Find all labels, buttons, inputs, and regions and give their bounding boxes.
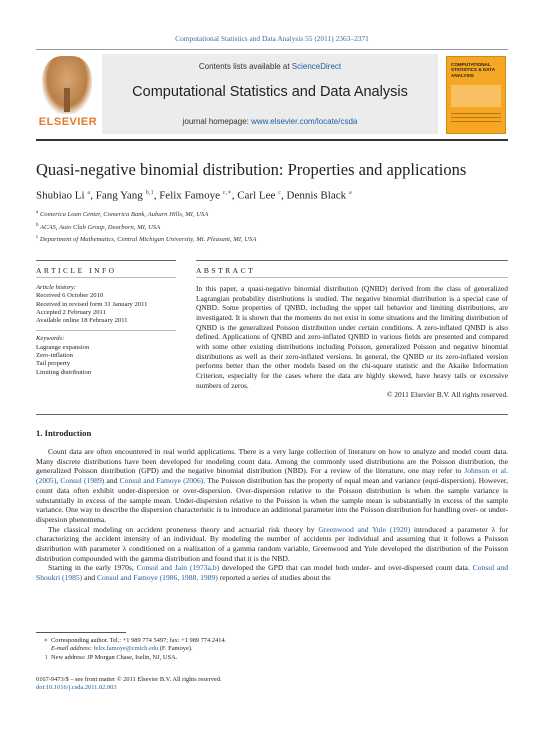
text-run: Starting in the early 1970s, <box>48 563 137 573</box>
keyword: Limiting distribution <box>36 368 92 376</box>
issn-line: 0167-9473/$ – see front matter © 2011 Elsevier B.V. All rights reserved. <box>36 676 222 683</box>
text-run: reported a series of studies about the <box>217 573 331 583</box>
footnote-corresponding <box>36 637 508 645</box>
author-name[interactable]: Dennis Black <box>286 189 347 202</box>
email-suffix: (F. Famoye). <box>158 645 193 653</box>
info-divider <box>36 330 176 331</box>
affiliation <box>36 233 256 246</box>
citation-link[interactable]: Consul and Famoye (2006) <box>119 476 204 486</box>
article-identifiers <box>36 676 222 693</box>
abstract <box>196 284 508 400</box>
paragraph <box>36 447 508 525</box>
footnote-email <box>36 645 508 653</box>
footnotes <box>36 637 508 662</box>
history-item: Available online 18 February 2011 <box>36 317 128 325</box>
abstract-copyright: © 2011 Elsevier B.V. All rights reserved. <box>386 390 508 400</box>
abstract-heading: ABSTRACT <box>196 266 256 275</box>
contents-line <box>102 62 438 71</box>
history-item: Received 6 October 2010 <box>36 292 104 300</box>
citation-link[interactable]: Greenwood and Yule (1920) <box>318 524 411 534</box>
keyword: Tail property <box>36 360 71 368</box>
footnote-mark[interactable]: ∗ <box>43 637 48 644</box>
keyword: Lagrange expansion <box>36 343 90 351</box>
journal-masthead <box>102 54 438 134</box>
abstract-subrule <box>196 277 508 278</box>
article-info-heading: ARTICLE INFO <box>36 266 117 275</box>
affiliation-mark: c <box>36 235 39 241</box>
affiliation-text: Comerica Loan Center, Comerica Bank, Auburn Hills, MI, USA <box>39 211 209 219</box>
citation-link[interactable]: Consul (1989) <box>60 476 105 486</box>
text-run: and <box>82 573 97 583</box>
front-matter-divider <box>36 414 508 415</box>
text-run: , <box>56 476 61 486</box>
author-affil-mark[interactable]: a <box>348 189 352 196</box>
journal-reference[interactable]: Computational Statistics and Data Analysis 55 (2011) 2363–2371 <box>175 34 369 43</box>
publisher-name: ELSEVIER <box>38 116 98 128</box>
email-link[interactable]: felix.famoye@cmich.edu <box>93 645 159 653</box>
homepage-link[interactable]: www.elsevier.com/locate/csda <box>251 117 358 126</box>
cover-title: COMPUTATIONAL STATISTICS & DATA ANALYSIS <box>451 62 495 78</box>
journal-title: Computational Statistics and Data Analysis <box>132 84 408 100</box>
paragraph <box>36 525 508 564</box>
affiliation-mark: b <box>36 222 39 228</box>
footnote-1 <box>36 654 508 662</box>
author-affil-mark[interactable]: b,1 <box>145 189 154 196</box>
affiliation-text: ACAS, Auto Club Group, Dearborn, MI, USA <box>40 223 161 231</box>
citation-link[interactable]: Johnson et al. (2005) <box>36 466 508 486</box>
author-affil-mark[interactable]: c,∗ <box>222 189 232 196</box>
author-affil-mark[interactable]: c <box>278 189 282 196</box>
footnote-text: New address: JP Morgan Chase, Iselin, NJ, USA. <box>51 653 178 661</box>
header-bottom-divider <box>36 139 508 141</box>
header-divider <box>36 49 508 50</box>
elsevier-logo[interactable] <box>36 54 98 132</box>
keywords-label: Keywords: <box>36 335 65 343</box>
cover-stripe <box>451 113 501 114</box>
text-run: . The Poisson distribution has the property of equal mean and variance (equi-dispersion). However, count data often exhibit under-dispersion or over-dispersion. Over-dispersion relative to the Poisson distribution is when the sample variance is substantially in excess of the sample mean. Under-dispersion relative to the Poisson is when the sample mean is substantially in excess of the sample variance. One way to describe the dispersion characteristic is to introduce an additional parameter into the Poisson distribution for handling over- or under-dispersion phenomena. <box>36 476 509 524</box>
text-run: developed the GPD that can model both under- and over-dispersed count data. <box>219 563 473 573</box>
abstract-rule <box>196 260 508 261</box>
author-list: Shubiao Li $^a$, Fang Yang $^{b,1}$, Felix Famoye $^{c,∗}$, Carl Lee $^c$, Dennis Black $^a$ <box>36 189 352 202</box>
journal-cover-thumbnail[interactable] <box>446 56 506 134</box>
author-name[interactable]: Fang Yang <box>95 189 143 202</box>
history-item: Accepted 2 February 2011 <box>36 308 106 316</box>
article-info-rule <box>36 260 176 261</box>
author-name[interactable]: Felix Famoye <box>159 189 220 202</box>
footnote-divider <box>36 632 126 633</box>
introduction-text <box>36 447 508 583</box>
affiliation-mark: a <box>36 210 39 215</box>
keyword: Zero-inflation <box>36 352 73 360</box>
homepage-prefix: journal homepage: <box>182 117 252 126</box>
footnote-mark[interactable]: 1 <box>44 653 48 661</box>
text-run: and <box>104 476 120 486</box>
footnote-text: Corresponding author. Tel.: +1 989 774 5497; fax: +1 989 774 2414. <box>51 637 227 644</box>
text-run: introduced a parameter λ for characterizing the accident intensity of an individual. By modeling the number of accidents per individual and assuming that it follows a Poisson distribution with parameter λ conditioned on a realization of a gamma random variable, Greenwood and Yule developed the distribution of the Poisson distribution compounded with the gamma distribution and found that it is the NBD. <box>36 524 508 563</box>
citation-link[interactable]: Consul and Shoukri (1985) <box>36 563 508 583</box>
author-affil-mark[interactable]: a <box>87 189 91 196</box>
text-run: The classical modeling on accident proneness theory and actuarial risk theory by <box>48 524 319 534</box>
text-run: Count data are often encountered in real world applications. There is a very large collection of literature on how to analyze and model count data. Many discrete distributions have been developed for modeling count data. Among the commonly used distributions are the Poisson distribution, the generalized Poisson distribution (GPD) and the negative binomial distribution (NBD). For a review of the literature, one may refer to <box>36 447 508 476</box>
history-label: Article history: <box>36 284 77 291</box>
affiliations <box>36 208 256 246</box>
citation-link[interactable]: Consul and Famoye (1986, 1988, 1989) <box>96 573 218 583</box>
author-name[interactable]: Carl Lee <box>237 189 276 202</box>
contents-prefix: Contents lists available at <box>198 62 292 71</box>
paragraph <box>36 563 508 582</box>
affiliation <box>36 208 256 221</box>
sciencedirect-link[interactable]: ScienceDirect <box>291 62 342 71</box>
doi-link[interactable]: doi:10.1016/j.csda.2011.02.003 <box>36 684 117 692</box>
email-label: E-mail address: <box>51 645 92 653</box>
citation-link[interactable]: Consul and Jain (1973a,b) <box>136 563 220 573</box>
section-heading-introduction: 1. Introduction <box>36 428 92 438</box>
homepage-line <box>102 117 438 126</box>
tree-icon <box>42 56 92 114</box>
journal-header <box>36 54 508 136</box>
article-title: Quasi-negative binomial distribution: Properties and applications <box>36 160 467 179</box>
abstract-body: In this paper, a quasi-negative binomial distribution (QNBD) derived from the class of generalized Lagrangian probability distributions is studied. The negative binomial distribution is a special case of QNBD. Some properties of QNBD, including the upper tail behavior and limiting distributions, are investigated. It is shown that the moments do not exist in some situations and the limiting distribution of QNBD is the generalized Poisson distribution under certain conditions. A zero-inflated QNBD is also defined. Applications of QNBD and zero-inflated QNBD in various fields are presented and compared with some other existing distributions including Poisson, generalized Poisson and negative binomial distributions as well as their zero-inflated versions. In general, the QNBD or its zero-inflated version performs better than the other models based on the chi-square statistic and the Akaike Information Criterion, especially for the cases where the data are highly skewed, have heavy tails or excessive numbers of zeros. <box>196 284 508 390</box>
cover-band <box>451 85 501 107</box>
author-name[interactable]: Shubiao Li <box>36 189 85 202</box>
affiliation-text: Department of Mathematics, Central Michigan University, Mt. Pleasant, MI, USA <box>39 236 257 244</box>
history-item: Received in revised form 31 January 2011 <box>36 300 148 308</box>
article-info <box>36 284 176 377</box>
cover-stripe <box>451 121 501 122</box>
affiliation <box>36 221 256 234</box>
article-info-subrule <box>36 277 176 278</box>
cover-stripe <box>451 117 501 118</box>
